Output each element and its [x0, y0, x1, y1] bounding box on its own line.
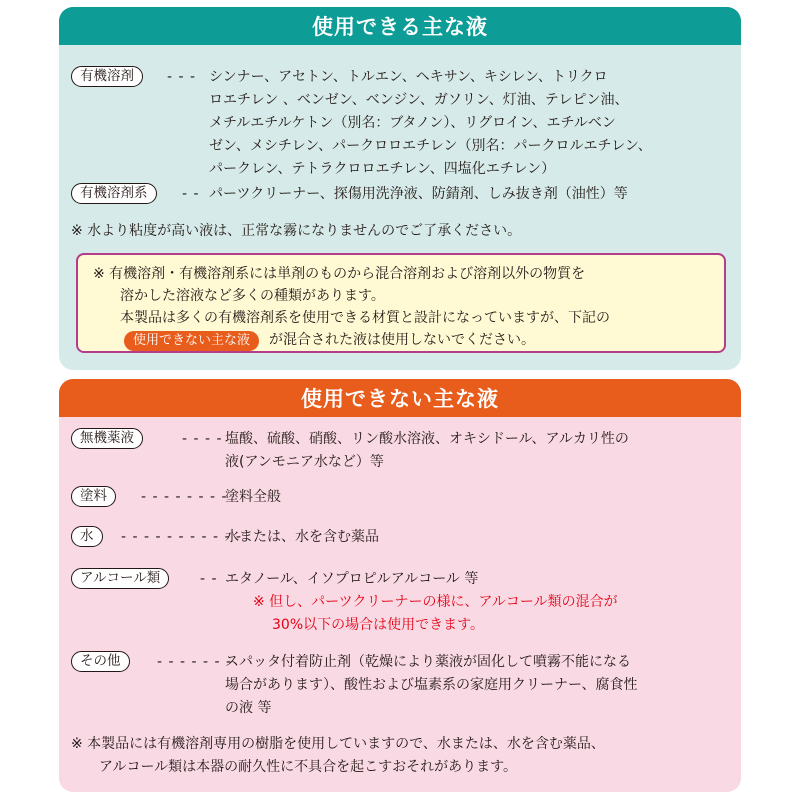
- organic-solvent-type-row: [71, 183, 733, 207]
- alcohol-row: [71, 568, 733, 640]
- inorganic-chemical-row: [71, 428, 733, 476]
- water-list: 水または、水を含む薬品: [225, 529, 379, 545]
- other-tag: その他: [71, 651, 130, 672]
- water-row: [71, 526, 733, 550]
- inorganic-chemical-tag: 無機薬液: [71, 428, 143, 449]
- alcohol-tag: アルコール類: [71, 568, 169, 589]
- leader-dashes: - -: [182, 186, 200, 202]
- alcohol-list: エタノール、イソプロピルアルコール 等 ※ 但し、パーツクリーナーの様に、アルコール類の混合が 30%以下の場合は使用できます。: [225, 568, 733, 637]
- organic-solvent-list: シンナー、アセトン、トルエン、ヘキサン、キシレン、トリクロ ロエチレン 、ベンゼン、ベンジン、ガソリン、灯油、テレピン油、 メチルエチルケトン（別名：ブタノン）、リグロイン、エチルベン ゼン、メシチレン、パークロロエチレン（別名：パークロルエチレン、 パークレン、テトラクロロエチレン、四塩化エチレン）: [209, 69, 652, 177]
- mixture-caution-box: [76, 253, 726, 353]
- caution-line-3: 本製品は多くの有機溶剤系を使用できる材質と設計になっていますが、下記の: [120, 310, 610, 326]
- leader-dashes: - -: [200, 571, 218, 587]
- organic-solvent-type-list: パーツクリーナー、探傷用洗浄液、防錆剤、しみ抜き剤（油性）等: [209, 186, 628, 202]
- usable-liquids-panel: [59, 7, 741, 370]
- leader-dashes: - - - - - - - -: [141, 489, 228, 505]
- leader-dashes: - - - - - - -: [157, 654, 233, 670]
- leader-dashes: - - - - - - - - - - -: [121, 529, 243, 545]
- leader-dashes: - - - -: [182, 431, 223, 447]
- caution-line-1: ※ 有機溶剤・有機溶剤系には単剤のものから混合溶剤および溶剤以外の物質を: [93, 266, 586, 282]
- leader-dashes: - - -: [167, 69, 197, 85]
- durability-note: ※ 本製品には有機溶剤専用の樹脂を使用していますので、水または、水を含む薬品、 アルコール類は本器の耐久性に不具合を起こすおそれがあります。: [71, 736, 605, 775]
- other-list: スパッタ付着防止剤（乾燥により薬液が固化して噴霧不能になる 場合があります）、酸性および塩素系の家庭用クリーナー、腐食性 の液 等: [225, 654, 638, 716]
- paint-tag: 塗料: [71, 486, 116, 507]
- organic-solvent-tag: 有機溶剤: [71, 66, 143, 87]
- paint-list: 塗料全般: [225, 489, 281, 505]
- viscosity-note: ※ 水より粘度が高い液は、正常な霧になりませんのでご了承ください。: [71, 223, 522, 239]
- paint-row: [71, 486, 733, 510]
- unusable-liquids-panel: [59, 379, 741, 792]
- unusable-liquids-pill: 使用できない主な液: [124, 331, 259, 351]
- unusable-liquids-title: 使用できない主な液: [59, 379, 741, 417]
- inorganic-chemical-list: 塩酸、硫酸、硝酸、リン酸水溶液、オキシドール、アルカリ性の 液(アンモニア水など）等: [225, 431, 629, 470]
- organic-solvent-row: [71, 66, 733, 186]
- usable-liquids-title: 使用できる主な液: [59, 7, 741, 45]
- organic-solvent-type-tag: 有機溶剤系: [71, 183, 157, 204]
- water-tag: 水: [71, 526, 103, 547]
- other-row: [71, 651, 733, 723]
- alcohol-exception-note: ※ 但し、パーツクリーナーの様に、アルコール類の混合が: [253, 594, 618, 610]
- caution-line-2: 溶かした溶液など多くの種類があります。: [120, 288, 385, 304]
- caution-line-4: 使用できない主な液 が混合された液は使用しないでください。: [124, 329, 535, 351]
